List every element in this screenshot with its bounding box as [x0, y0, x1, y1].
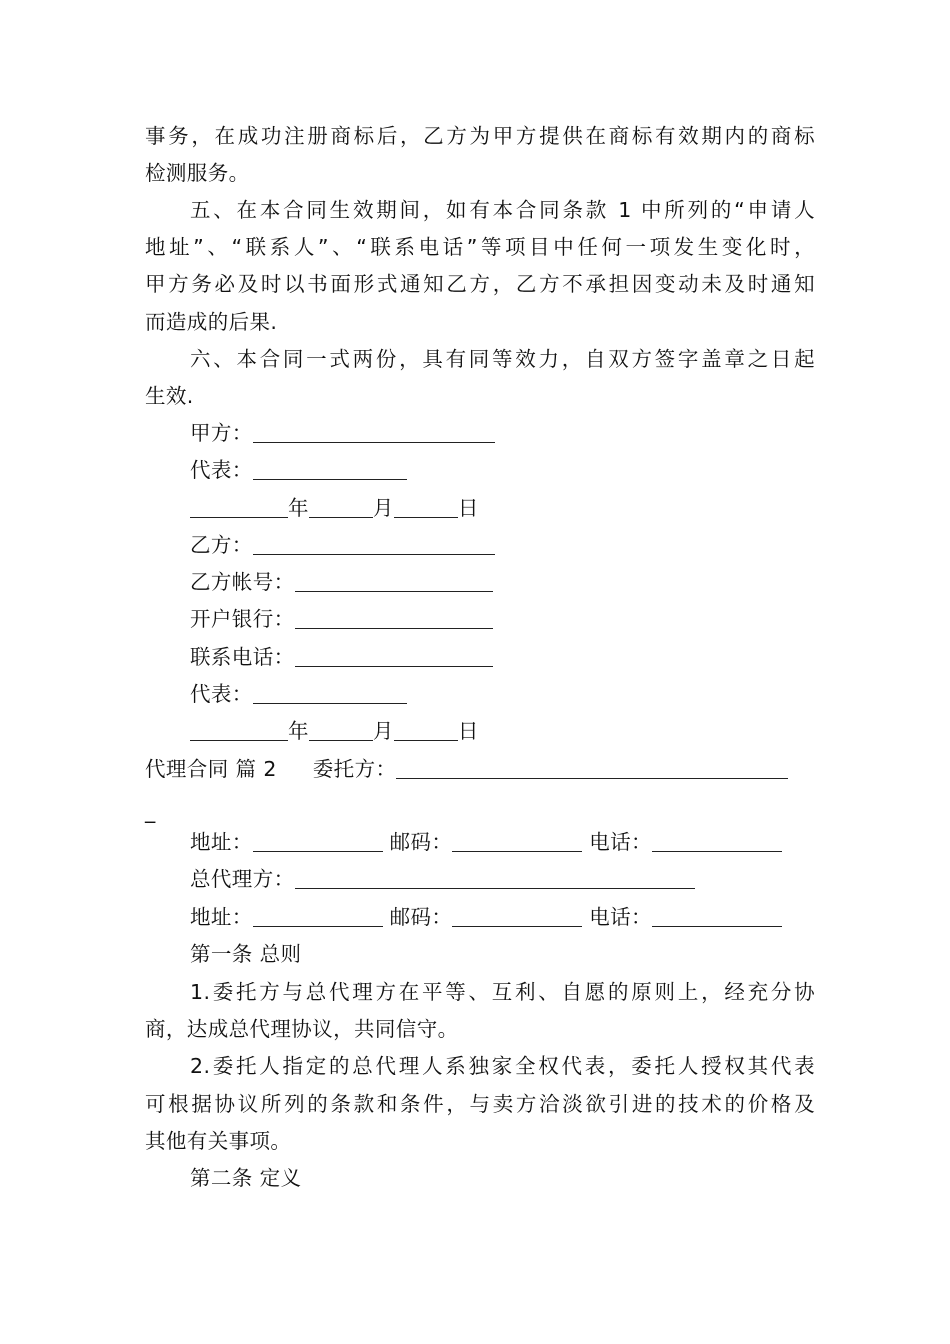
address-label: 地址：	[190, 830, 253, 854]
contract2-heading: 代理合同 篇 2	[145, 757, 277, 781]
paragraph-line: 1.委托方与总代理方在平等、互利、自愿的原则上，经充分协	[190, 980, 815, 1004]
representative-blank[interactable]	[253, 455, 407, 480]
postcode-label: 邮码：	[389, 905, 453, 929]
bank-label: 开户银行：	[190, 607, 295, 631]
party-a-field	[190, 415, 815, 451]
representative-field	[190, 452, 815, 488]
day-label: 日	[457, 719, 479, 743]
address-blank[interactable]	[253, 902, 383, 927]
agent-contact-field	[190, 899, 815, 935]
article-two-title: 第二条 定义	[190, 1166, 302, 1190]
account-field	[190, 564, 815, 600]
agent-blank[interactable]	[295, 864, 695, 889]
day-blank[interactable]	[394, 493, 458, 518]
representative-field	[190, 676, 815, 712]
account-blank[interactable]	[295, 567, 493, 592]
client-contact-field	[190, 824, 815, 860]
trailing-underscore: _	[145, 799, 156, 823]
client-blank[interactable]	[396, 754, 788, 779]
year-label: 年	[288, 496, 309, 520]
postcode-blank[interactable]	[452, 827, 582, 852]
tel-label: 电话：	[589, 905, 652, 929]
date-field	[190, 490, 815, 526]
party-a-blank[interactable]	[253, 418, 495, 443]
paragraph-line: 地址”、“联系人”、“联系电话”等项目中任何一项发生变化时，	[145, 235, 815, 259]
contract2-heading-line	[145, 751, 815, 787]
phone-blank[interactable]	[295, 642, 493, 667]
postcode-blank[interactable]	[452, 902, 582, 927]
party-a-label: 甲方：	[190, 421, 253, 445]
paragraph-line: 2.委托人指定的总代理人系独家全权代表，委托人授权其代表	[190, 1054, 815, 1078]
agent-field	[190, 861, 815, 897]
year-label: 年	[288, 719, 309, 743]
month-label: 月	[372, 496, 394, 520]
paragraph-line: 商，达成总代理协议，共同信守。	[145, 1017, 459, 1041]
date-field	[190, 713, 815, 749]
paragraph-line: 甲方务必及时以书面形式通知乙方，乙方不承担因变动未及时通知	[145, 272, 815, 296]
year-blank[interactable]	[190, 493, 288, 518]
party-b-label: 乙方：	[190, 533, 253, 557]
clause-six-line: 六、本合同一式两份，具有同等效力，自双方签字盖章之日起	[190, 347, 815, 371]
party-b-field	[190, 527, 815, 563]
bank-field	[190, 601, 815, 637]
month-label: 月	[372, 719, 394, 743]
paragraph-line: 生效.	[145, 384, 194, 408]
phone-field	[190, 639, 815, 675]
clause-five-line: 五、在本合同生效期间，如有本合同条款 1 中所列的“申请人	[190, 198, 815, 222]
representative-label: 代表：	[190, 458, 253, 482]
tel-label: 电话：	[589, 830, 652, 854]
paragraph-line: 而造成的后果.	[145, 310, 278, 334]
article-one-title: 第一条 总则	[190, 942, 302, 966]
agent-label: 总代理方：	[190, 867, 295, 891]
day-blank[interactable]	[394, 716, 458, 741]
paragraph-line: 检测服务。	[145, 161, 250, 185]
tel-blank[interactable]	[652, 827, 782, 852]
month-blank[interactable]	[309, 716, 373, 741]
month-blank[interactable]	[309, 493, 373, 518]
paragraph-line: 可根据协议所列的条款和条件，与卖方洽淡欲引进的技术的价格及	[145, 1092, 815, 1116]
day-label: 日	[457, 496, 479, 520]
party-b-blank[interactable]	[253, 530, 495, 555]
address-blank[interactable]	[253, 827, 383, 852]
address-label: 地址：	[190, 905, 253, 929]
phone-label: 联系电话：	[190, 645, 295, 669]
account-label: 乙方帐号：	[190, 570, 295, 594]
postcode-label: 邮码：	[389, 830, 453, 854]
bank-blank[interactable]	[295, 604, 493, 629]
paragraph-line: 事务，在成功注册商标后，乙方为甲方提供在商标有效期内的商标	[145, 124, 815, 148]
paragraph-line: 其他有关事项。	[145, 1129, 292, 1153]
year-blank[interactable]	[190, 716, 288, 741]
client-label: 委托方：	[312, 757, 397, 781]
representative-blank[interactable]	[253, 679, 407, 704]
representative-label: 代表：	[190, 682, 253, 706]
tel-blank[interactable]	[652, 902, 782, 927]
